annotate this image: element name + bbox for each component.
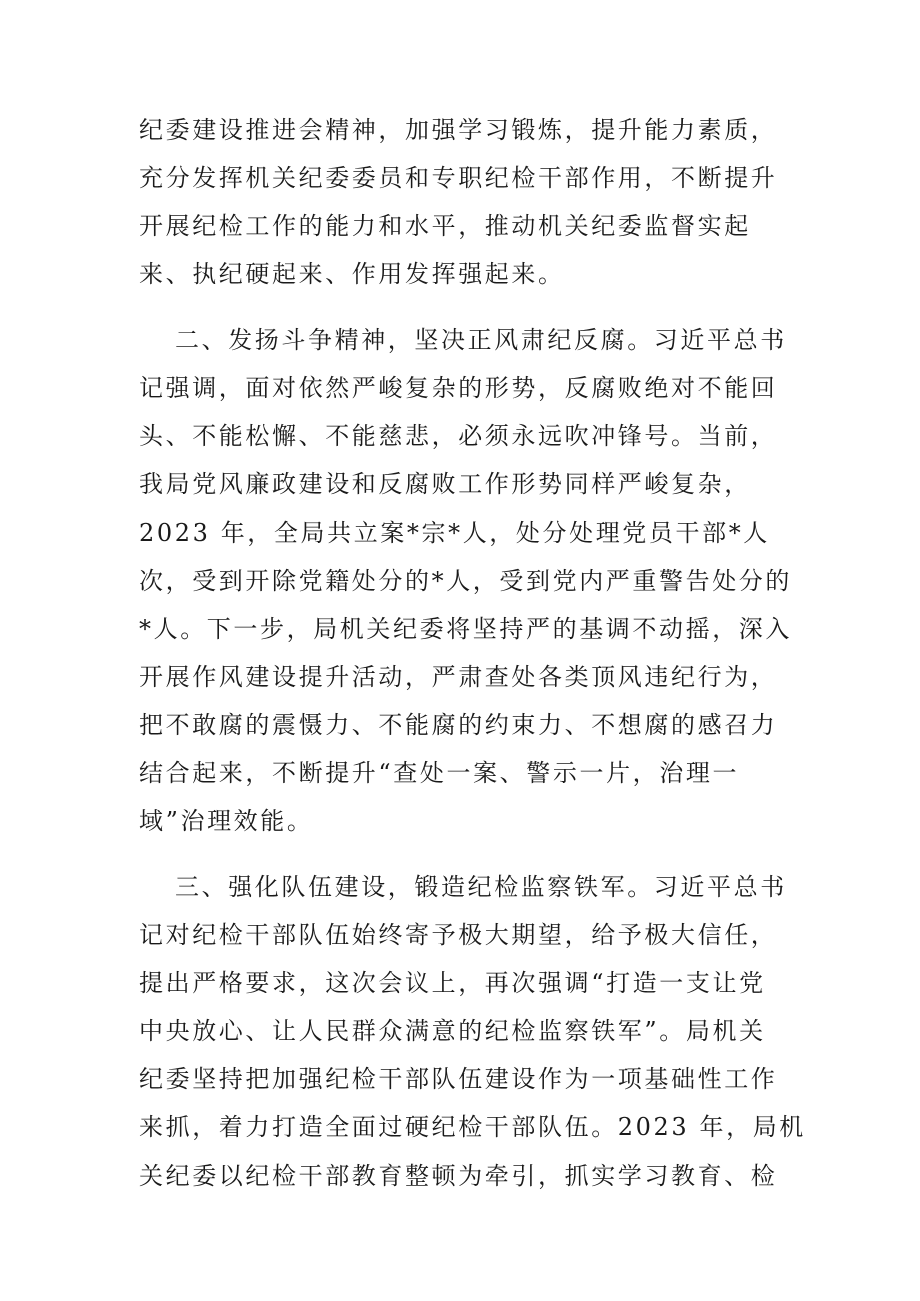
text-line: 来、执纪硬起来、作用发挥强起来。 [139, 260, 565, 288]
text-line: 关纪委以纪检干部教育整顿为牵引，抓实学习教育、检 [139, 1162, 778, 1190]
text-line: 记对纪检干部队伍始终寄予极大期望，给予极大信任， [139, 921, 778, 949]
text-line: 域”治理效能。 [139, 807, 314, 835]
text-line: 我局党风廉政建设和反腐败工作形势同样严峻复杂， [139, 470, 751, 498]
text-line: 开展作风建设提升活动，严肃查处各类顶风违纪行为， [139, 663, 778, 691]
text-line: 开展纪检工作的能力和水平，推动机关纪委监督实起 [139, 212, 751, 240]
text-line: 记强调，面对依然严峻复杂的形势，反腐败绝对不能回 [139, 374, 778, 402]
text-line: 结合起来，不断提升“查处一案、警示一片，治理一 [139, 759, 740, 787]
text-line: 纪委坚持把加强纪检干部队伍建设作为一项基础性工作 [139, 1065, 778, 1093]
text-line: 2023 年，全局共立案*宗*人，处分处理党员干部*人 [139, 519, 770, 547]
text-line: 充分发挥机关纪委委员和专职纪检干部作用，不断提升 [139, 164, 778, 192]
text-line: *人。下一步，局机关纪委将坚持严的基调不动摇，深入 [139, 615, 792, 643]
text-line: 头、不能松懈、不能慈悲，必须永远吹冲锋号。当前， [139, 422, 778, 450]
text-line: 次，受到开除党籍处分的*人，受到党内严重警告处分的 [139, 567, 792, 595]
text-line: 提出严格要求，这次会议上，再次强调“打造一支让党 [139, 969, 766, 997]
text-line-heading-3: 三、强化队伍建设，锻造纪检监察铁军。习近平总书 [175, 873, 787, 901]
text-line: 把不敢腐的震慑力、不能腐的约束力、不想腐的感召力 [139, 711, 778, 739]
text-line-heading-2: 二、发扬斗争精神，坚决正风肃纪反腐。习近平总书 [175, 326, 787, 354]
text-line: 中央放心、让人民群众满意的纪检监察铁军”。局机关 [139, 1017, 766, 1045]
text-line: 来抓，着力打造全面过硬纪检干部队伍。2023 年，局机 [139, 1113, 806, 1141]
text-line: 纪委建设推进会精神，加强学习锻炼，提升能力素质， [139, 116, 778, 144]
